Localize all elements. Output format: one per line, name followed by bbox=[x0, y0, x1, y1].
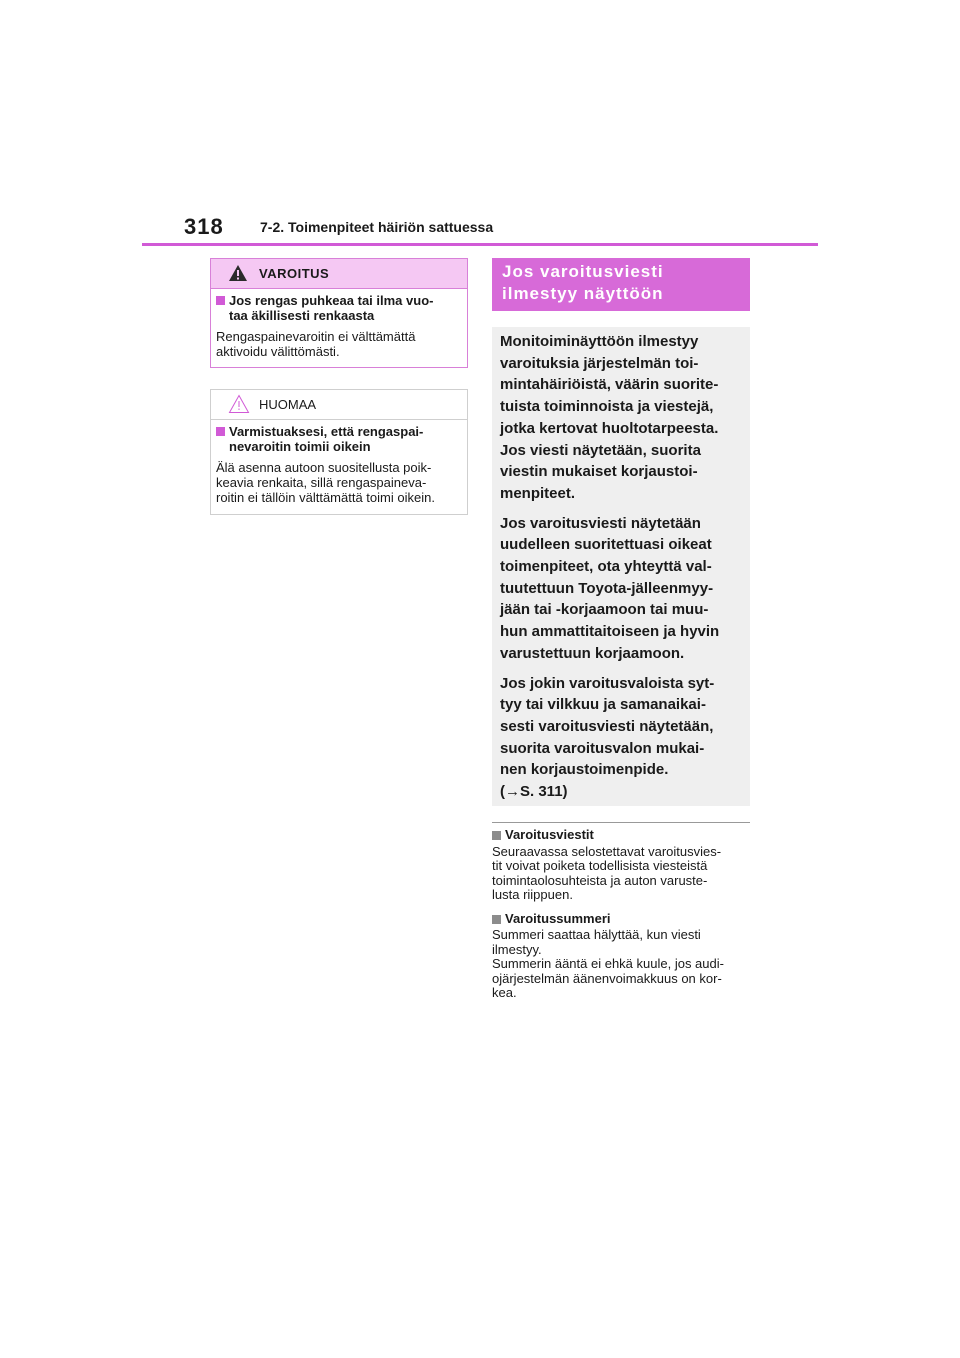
text-line: ilmestyy. bbox=[492, 941, 542, 957]
warning-heading-line2: taa äkillisesti renkaasta bbox=[229, 308, 375, 323]
info-paragraph-2 bbox=[500, 513, 742, 665]
notice-body bbox=[211, 420, 467, 505]
note-text-1 bbox=[492, 845, 754, 903]
section-heading-line1: Jos varoitusviesti bbox=[502, 262, 664, 281]
section-title: 7-2. Toimenpiteet häiriön sattuessa bbox=[260, 219, 494, 235]
notice-body-line3: roitin ei tällöin välttämättä toimi oikein. bbox=[216, 490, 435, 505]
text-line: ojärjestelmän äänenvoimakkuus on kor- bbox=[492, 970, 722, 986]
section-heading bbox=[492, 258, 750, 311]
bullet-square-icon bbox=[216, 427, 225, 436]
info-paragraph-1 bbox=[500, 331, 742, 505]
text-line: jään tai -korjaamoon tai muu- bbox=[500, 601, 709, 619]
text-line: tuista toiminnoista ja viestejä, bbox=[500, 398, 714, 416]
note-heading-1 bbox=[492, 828, 754, 843]
text-line: sesti varoitusviesti näytetään, bbox=[500, 717, 714, 735]
text-line: toimenpiteet, ota yhteyttä val- bbox=[500, 558, 712, 576]
note-title: Varoitusviestit bbox=[505, 827, 594, 842]
text-line: varoituksia järjestelmän toi- bbox=[500, 354, 699, 372]
caution-triangle-icon bbox=[228, 394, 250, 414]
text-line: Jos jokin varoitusvaloista syt- bbox=[500, 674, 715, 692]
text-line: tuutettuun Toyota-jälleenmyy- bbox=[500, 579, 714, 597]
warning-label: VAROITUS bbox=[259, 266, 330, 281]
notice-label: HUOMAA bbox=[259, 397, 317, 412]
section-heading-line2: ilmestyy näyttöön bbox=[502, 284, 664, 303]
notes-section bbox=[492, 828, 754, 1010]
text-line: Jos varoitusviesti näytetään bbox=[500, 514, 701, 532]
text-line: lusta riippuen. bbox=[492, 887, 573, 902]
note-heading-2 bbox=[492, 912, 754, 927]
text-line: kea. bbox=[492, 985, 517, 1000]
notice-heading-line1: Varmistuaksesi, että rengaspai- bbox=[229, 424, 424, 439]
warning-header bbox=[211, 259, 467, 289]
text-line: menpiteet. bbox=[500, 484, 576, 502]
warning-body bbox=[211, 289, 467, 359]
text-line: jotka kertovat huoltotarpeesta. bbox=[500, 419, 719, 437]
notice-heading-line2: nevaroitin toimii oikein bbox=[229, 439, 371, 454]
text-line: toimintaolosuhteista ja auton varuste- bbox=[492, 872, 708, 888]
notice-subheading bbox=[216, 424, 461, 454]
text-line: Summerin ääntä ei ehkä kuule, jos audi- bbox=[492, 956, 724, 971]
text-line: tit voivat poiketa todellisista viesteistä bbox=[492, 858, 708, 873]
text-line: Jos viesti näytetään, suorita bbox=[500, 441, 701, 459]
text-line: viestin mukaiset korjaustoi- bbox=[500, 463, 698, 481]
notice-header bbox=[211, 390, 467, 420]
text-line: Summeri saattaa hälyttää, kun viesti bbox=[492, 927, 701, 942]
notice-body-line2: keavia renkaita, sillä rengaspaineva- bbox=[216, 475, 427, 490]
warning-heading-line1: Jos rengas puhkeaa tai ilma vuo- bbox=[229, 293, 434, 308]
page-number: 318 bbox=[184, 214, 224, 239]
text-line: tyy tai vilkkuu ja samanaikai- bbox=[500, 696, 706, 714]
warning-body-line2: aktivoidu välittömästi. bbox=[216, 344, 340, 359]
note-text-2 bbox=[492, 928, 754, 1001]
bullet-square-icon bbox=[492, 831, 501, 840]
text-line: nen korjaustoimenpide. bbox=[500, 761, 669, 779]
notice-body-line1: Älä asenna autoon suositellusta poik- bbox=[216, 460, 432, 475]
notice-subheading-text bbox=[229, 424, 423, 454]
text-line: mintahäiriöistä, väärin suorite- bbox=[500, 376, 719, 394]
divider bbox=[492, 822, 750, 823]
warning-text bbox=[216, 329, 461, 359]
bullet-square-icon bbox=[492, 915, 501, 924]
info-box bbox=[492, 327, 750, 806]
header-rule bbox=[142, 243, 818, 246]
notice-text bbox=[216, 460, 461, 505]
page-reference-link[interactable]: (→S. 311) bbox=[500, 783, 568, 801]
info-paragraph-3 bbox=[500, 673, 742, 803]
text-line: Monitoiminäyttöön ilmestyy bbox=[500, 333, 699, 350]
warning-box bbox=[210, 258, 468, 368]
warning-subheading-text bbox=[229, 293, 433, 323]
text-line: uudelleen suoritettuasi oikeat bbox=[500, 536, 712, 554]
text-line: varustettuun korjaamoon. bbox=[500, 644, 685, 662]
note-title: Varoitussummeri bbox=[505, 910, 611, 926]
text-line: suorita varoitusvalon mukai- bbox=[500, 739, 705, 757]
text-line: hun ammattitaitoiseen ja hyvin bbox=[500, 623, 720, 641]
bullet-square-icon bbox=[216, 296, 225, 305]
warning-body-line1: Rengaspainevaroitin ei välttämättä bbox=[216, 329, 416, 344]
text-line: Seuraavassa selostettavat varoitusvies- bbox=[492, 843, 722, 859]
warning-triangle-icon bbox=[228, 264, 248, 282]
notice-box bbox=[210, 389, 468, 515]
warning-subheading bbox=[216, 293, 461, 323]
